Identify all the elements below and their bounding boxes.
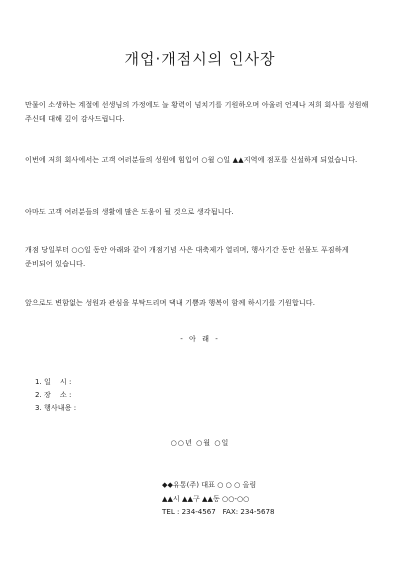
item-date: 1. 일 시 :: [35, 377, 72, 386]
paragraph-benefit: 아마도 고객 여러분들의 생활에 많은 도움이 될 것으로 생각됩니다.: [25, 207, 234, 216]
sender-company: ◆◆유통(주) 대표 ○ ○ ○ 올림: [162, 480, 257, 489]
item-event-content: 3. 행사내용 :: [35, 403, 77, 412]
event-details-list: [35, 375, 76, 414]
sender-contact: TEL : 234-4567 FAX: 234-5678: [162, 507, 275, 516]
paragraph-announcement: 이번에 저희 회사에서는 고객 여러분들의 성원에 힘입어 ○월 ○일 ▲▲지역에 점포를 신설하게 되었습니다.: [25, 155, 358, 164]
sender-block: [162, 478, 275, 519]
sender-address: ▲▲시 ▲▲구 ▲▲동 ○○-○○: [162, 493, 250, 503]
item-place: 2. 장 소 :: [35, 390, 72, 399]
paragraph-event: 개점 당일부터 ○○일 동안 아래와 같이 개점기념 사은 대축제가 열리며, 행사기간 동안 선물도 푸짐하게 준비되어 있습니다.: [25, 245, 349, 268]
document-date: ○○년 ○월 ○일: [170, 438, 230, 447]
below-heading: - 아 래 -: [180, 334, 220, 343]
paragraph-greeting: 만물이 소생하는 계절에 선생님의 가정에도 늘 황력이 넘치기를 기원하오며 아울러 언제나 저희 회사를 성원해 주신데 대해 깊이 감사드립니다.: [25, 100, 369, 123]
document-title: 개업·개점시의 인사장: [124, 50, 276, 68]
paragraph-closing: 앞으로도 변함없는 성원과 관심을 부탁드리며 댁내 기쁨과 행복이 함께 하시기를 기원합니다.: [25, 298, 316, 307]
